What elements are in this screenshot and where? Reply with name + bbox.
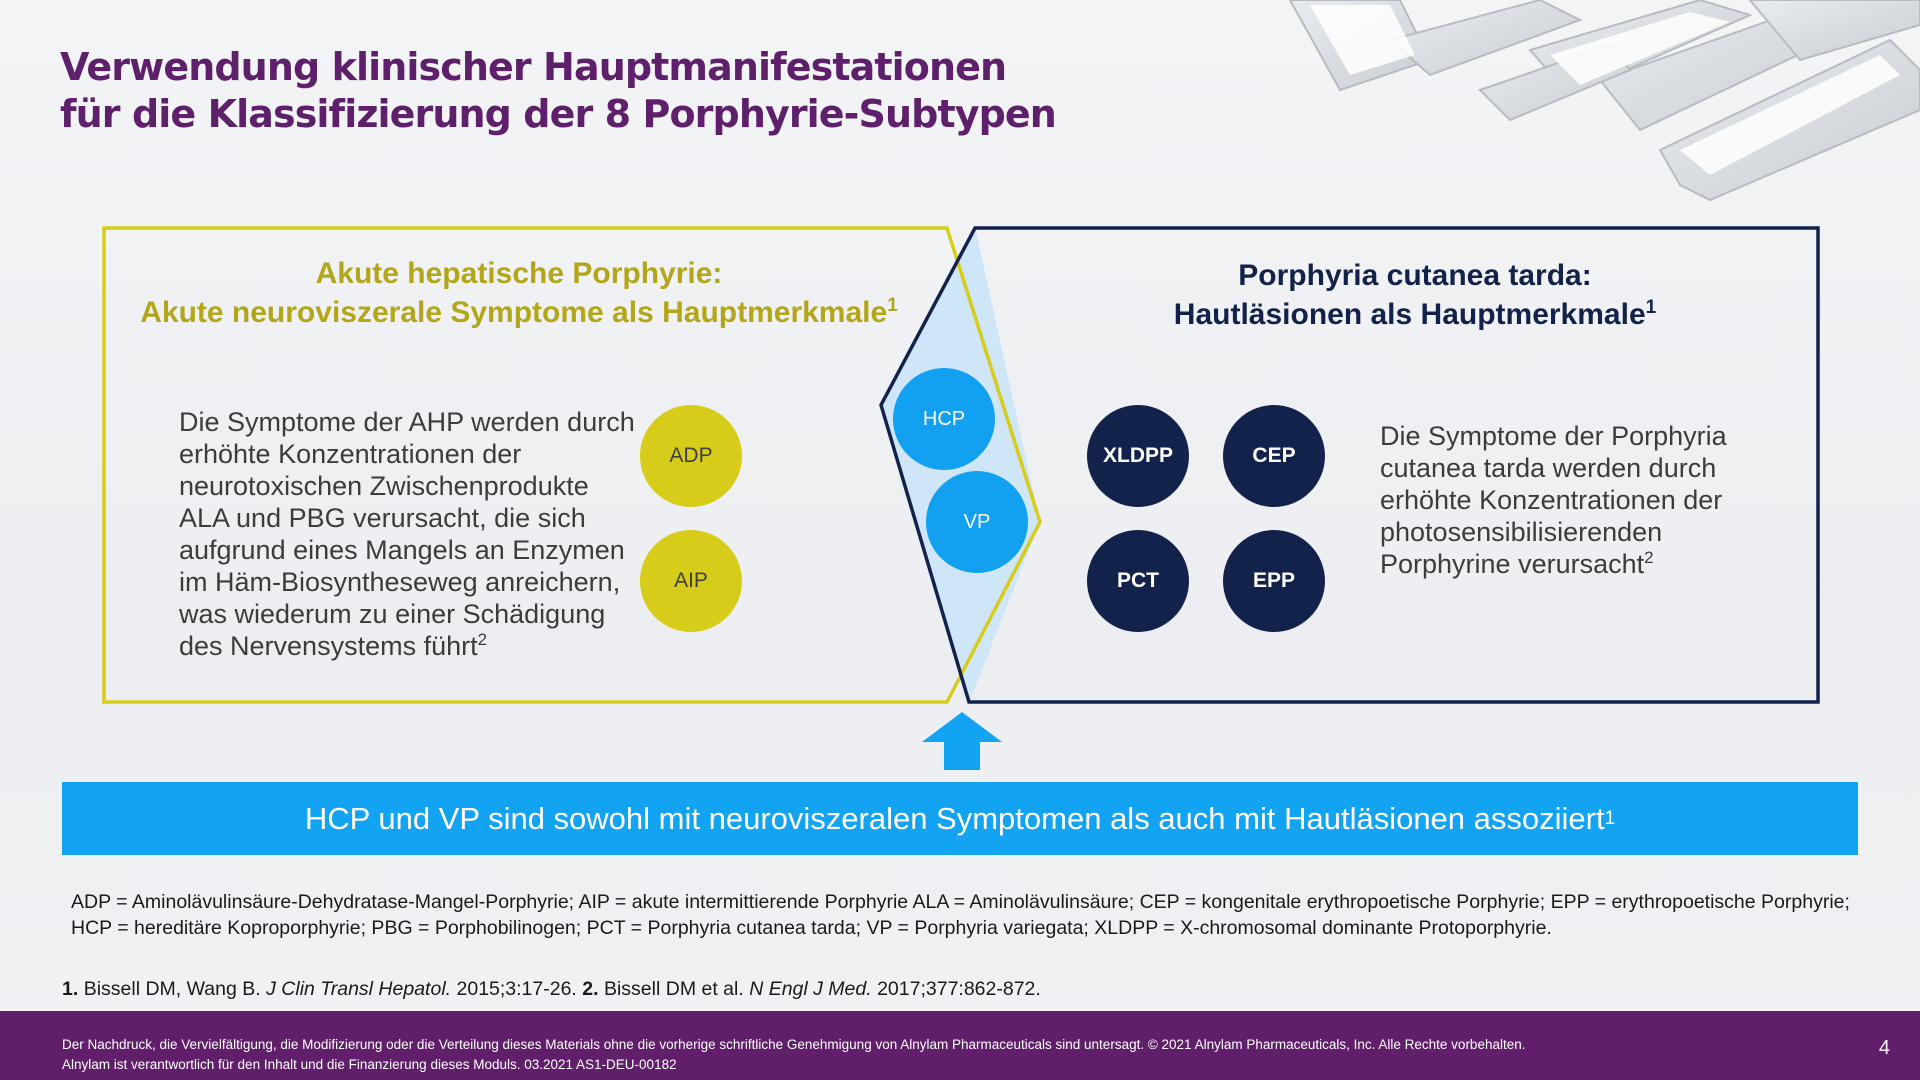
ref-1-journal: J Clin Transl Hepatol. <box>266 978 452 1000</box>
banner-text: HCP und VP sind sowohl mit neuroviszeralen Symptomen als auch mit Hautläsionen assoziiert <box>304 800 1605 836</box>
ahp-description-ref: 2 <box>477 630 488 649</box>
subtype-circle-xldpp: XLDPP <box>1087 405 1189 507</box>
abbreviations-note: ADP = Aminolävulinsäure-Dehydratase-Mangel-Porphyrie; AIP = akute intermittierende Porphyrie ALA = Aminolävulinsäure; CEP = kongenitale erythropoetische Porphyrie; EPP = erythropoetische Porphyrie; HCP = hereditäre Koproporphyrie; PBG = Porphobilinogen; PCT = Porphyria cutanea tarda; VP = Porphyria variegata; XLDPP = X-chromosomal dominante Protoporphyrie. <box>71 891 1850 939</box>
subtype-circle-aip: AIP <box>640 530 742 632</box>
subtype-circle-epp: EPP <box>1223 530 1325 632</box>
ahp-heading <box>104 254 934 332</box>
association-banner: HCP und VP sind sowohl mit neuroviszeralen Symptomen als auch mit Hautläsionen assoziiert 1 <box>62 782 1858 855</box>
title-line-2: für die Klassifizierung der 8 Porphyrie-Subtypen <box>60 92 1056 136</box>
ref-1-details: 2015;3:17-26. <box>456 978 577 1000</box>
subtype-circle-vp: VP <box>926 471 1028 573</box>
ahp-description <box>179 406 639 662</box>
ahp-heading-ref: 1 <box>887 295 898 316</box>
ahp-heading-line-2: Akute neuroviszerale Symptome als Hauptmerkmale$^1$ <box>140 295 898 329</box>
footer-line-2: Alnylam ist verantwortlich für den Inhalt und die Finanzierung dieses Moduls. 03.2021 AS1-DEU-00182 <box>62 1057 677 1072</box>
pct-heading <box>1000 256 1830 334</box>
ref-2-journal: N Engl J Med. <box>749 978 872 1000</box>
pct-heading-line-1: Porphyria cutanea tarda: <box>1238 259 1592 292</box>
ref-1-number: 1. <box>62 978 79 1000</box>
ref-1-authors: Bissell DM, Wang B. <box>83 978 261 1000</box>
pct-description-ref: 2 <box>1644 548 1654 567</box>
footer-bar <box>0 1011 1920 1080</box>
up-arrow-icon <box>922 712 1002 770</box>
ref-2-details: 2017;377:862-872. <box>877 978 1041 1000</box>
references <box>62 977 1041 1002</box>
subtype-circle-hcp: HCP <box>893 368 995 470</box>
subtype-circle-pct: PCT <box>1087 530 1189 632</box>
pct-description <box>1380 420 1780 580</box>
ahp-heading-line-1: Akute hepatische Porphyrie: <box>315 257 723 290</box>
footer-line-1: Der Nachdruck, die Vervielfältigung, die Modifizierung oder die Verteilung dieses Materials ohne die vorherige schriftliche Genehmigung von Alnylam Pharmaceuticals sind untersagt. © 2021 Alnylam Pharmaceuticals, Inc. Alle Rechte vorbehalten. <box>62 1037 1526 1052</box>
page-number: 4 <box>1878 1037 1890 1059</box>
footer-disclaimer <box>62 1035 1525 1075</box>
pct-description-text: Die Symptome der Porphyria cutanea tarda werden durch erhöhte Konzentrationen der photosensibilisierenden Porphyrine verursacht <box>1380 421 1727 579</box>
title-line-1: Verwendung klinischer Hauptmanifestationen <box>60 45 1007 89</box>
ref-2-number: 2. <box>582 978 599 1000</box>
pct-heading-line-2: Hautläsionen als Hauptmerkmale$^1$ <box>1173 297 1657 331</box>
subtype-circle-adp: ADP <box>640 405 742 507</box>
ahp-description-text: Die Symptome der AHP werden durch erhöhte Konzentrationen der neurotoxischen Zwischenprodukte ALA und PBG verursacht, die sich aufgrund eines Mangels an Enzymen im Häm-Biosyntheseweg anreichern, was wiederum zu einer Schädigung des Nervensystems führt <box>179 407 635 661</box>
ref-2-authors: Bissell DM et al. <box>603 978 744 1000</box>
pct-heading-ref: 1 <box>1645 297 1657 318</box>
subtype-circle-cep: CEP <box>1223 405 1325 507</box>
